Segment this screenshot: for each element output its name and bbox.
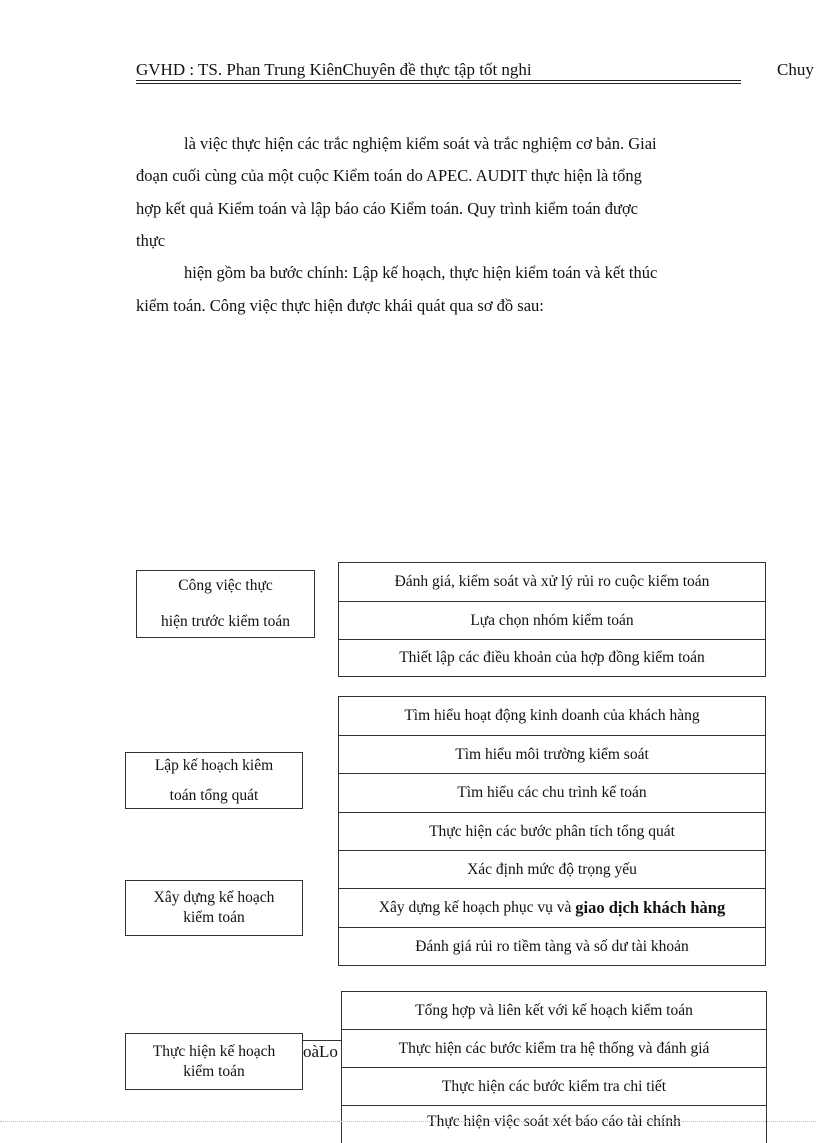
diagram-box-execute-plan — [125, 1033, 303, 1090]
diagram-step-service-plan — [338, 888, 766, 927]
paragraph-line: thực — [136, 231, 166, 250]
box-label: hiện trước kiểm toán — [161, 613, 290, 630]
page-bottom-dotted-line — [0, 1121, 816, 1122]
diagram-step: Thực hiện các bước phân tích tổng quát — [338, 812, 766, 850]
header-rule-bottom — [136, 83, 741, 84]
diagram-step: Lựa chọn nhóm kiểm toán — [338, 601, 766, 639]
paragraph-line: hiện gồm ba bước chính: Lập kế hoạch, thực hiện kiểm toán và kết thúc — [184, 263, 658, 282]
diagram-step: Tìm hiểu hoạt động kinh doanh của khách hàng — [338, 696, 766, 735]
diagram-step: Thực hiện việc soát xét báo cáo tài chính — [341, 1105, 767, 1143]
paragraph-line: hợp kết quả Kiểm toán và lập báo cáo Kiểm toán. Quy trình kiểm toán được — [136, 199, 639, 218]
diagram-step: Xác định mức độ trọng yếu — [338, 850, 766, 888]
box-label: toán tổng quát — [169, 786, 259, 804]
diagram-step: Thực hiện các bước kiểm tra chi tiết — [341, 1067, 767, 1105]
diagram-step: Tìm hiểu các chu trình kế toán — [338, 773, 766, 812]
paragraph-line: đoạn cuối cùng của một cuộc Kiểm toán do APEC. AUDIT thực hiện là tổng — [136, 166, 642, 185]
box-label: kiểm toán — [183, 1062, 245, 1080]
header-rule-top — [136, 80, 741, 81]
box-label: Thực hiện kế hoạch — [152, 1042, 276, 1060]
box-label: Xây dựng kế hoạch — [153, 889, 275, 906]
diagram-step: Đánh giá rủi ro tiềm tàng và số dư tài khoản — [338, 927, 766, 966]
diagram-step: Đánh giá, kiểm soát và xử lý rủi ro cuộc kiểm toán — [338, 562, 766, 601]
header-left: GVHD : TS. Phan Trung KiênChuyên đề thực tập tốt nghi — [136, 60, 532, 79]
header-right: Chuy — [777, 60, 814, 79]
box-label: Lập kế hoạch kiêm — [154, 756, 274, 774]
diagram-step: Tìm hiểu môi trường kiểm soát — [338, 735, 766, 773]
diagram-step: Tổng hợp và liên kết với kế hoạch kiểm toán — [341, 991, 767, 1029]
paragraph-line: kiểm toán. Công việc thực hiện được khái quát qua sơ đồ sau: — [136, 296, 544, 315]
box-label: kiểm toán — [183, 909, 245, 926]
diagram-box-audit-plan — [125, 880, 303, 936]
diagram-box-pre-audit — [136, 570, 315, 638]
box-label: Công việc thực — [178, 577, 273, 594]
paragraph-line: là việc thực hiện các trắc nghiệm kiểm soát và trắc nghiệm cơ bản. Giai — [184, 134, 657, 153]
overlap-text: oàLo — [303, 1042, 338, 1061]
diagram-step: Thiết lập các điều khoản của hợp đồng kiểm toán — [338, 639, 766, 677]
step-text-bold: giao dịch khách hàng — [575, 898, 726, 917]
step-text: Xây dựng kế hoạch phục vụ và — [378, 899, 576, 916]
diagram-step: Thực hiện các bước kiểm tra hệ thống và đánh giá — [341, 1029, 767, 1067]
connector-line — [303, 1040, 341, 1041]
diagram-box-overall-plan — [125, 752, 303, 809]
